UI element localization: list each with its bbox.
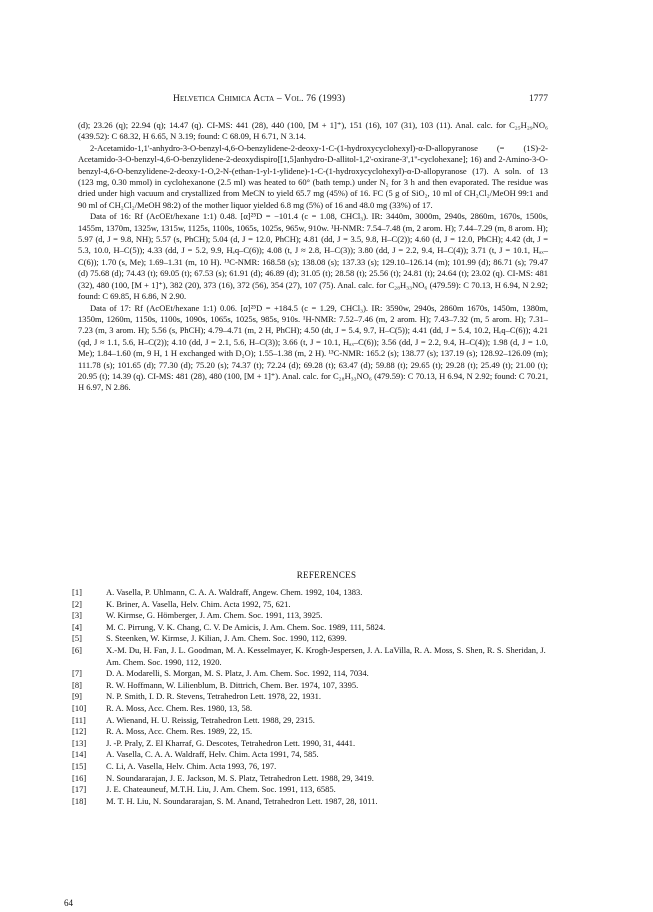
reference-item <box>72 726 552 738</box>
reference-text: S. Steenken, W. Kirmse, J. Kilian, J. Am. Chem. Soc. 1990, 112, 6399. <box>106 633 347 644</box>
reference-text: M. C. Pirrung, V. K. Chang, C. V. De Amicis, J. Am. Chem. Soc. 1989, 111, 5824. <box>106 621 386 632</box>
reference-item <box>72 784 552 796</box>
reference-text: W. Kirmse, G. Hömberger, J. Am. Chem. Soc. 1991, 113, 3925. <box>106 610 323 621</box>
reference-item <box>72 749 552 761</box>
reference-text: J. E. Chateauneuf, M.T.H. Liu, J. Am. Chem. Soc. 1991, 113, 6585. <box>106 784 336 795</box>
paragraph-data-17: Data of 17: Rf (AcOEt/hexane 1:1) 0.06. [α]²⁵D = +184.5 (c = 1.29, CHCl₃). IR: 3590w, 2940s, 2860m 1670s, 1450m, 1380m, 1350m, 1260m, 1150s, 1100s, 1090s, 1065s, 1025s, 985s, 910s. ¹H-NMR: 7.52–7.46 (m, 2 arom. H); 7.43–7.32 (m, 5 arom. H); 7.31–7.23 (m, 3 arom. H); 5.56 (s, PhCH); 4.79–4.71 (m, 2 H, PhCH); 4.50 (dt, J = 5.4, 9.7, H–C(5)); 4.41 (dd, J = 5.4, 10.2, Hₑq–C(6)); 4.21 (qd, J ≈ 1.1, 5.6, H–C(2)); 4.10 (dd, J = 2.1, 5.6, H–C(3)); 3.66 (t, J = 10.1, Hₐₓ–C(6)); 3.56 (dd, J = 2.2, 9.4, H–C(4)); 1.98 (d, J = 1.0, Me); 1.84–1.60 (m, 9 H, 1 H exchanged with D₂O); 1.55–1.38 (m, 2 H). ¹³C-NMR: 165.2 (s); 138.77 (s); 137.19 (s); 128.92–126.09 (m); 111.78 (s); 101.65 (d); 77.30 (d); 75.20 (s); 74.37 (t); 72.24 (d); 69.28 (t); 63.47 (d); 59.88 (t); 29.65 (t); 29.28 (t); 25.49 (t); 21.00 (t); 20.95 (t); 14.39 (q). CI-MS: 481 (28), 480 (100, [M + 1]⁺). Anal. calc. for C₂₈H₃₃NO₆ (479.59): C 70.13, H 6.94, N 2.92; found: C 70.21, H 6.97, N 2.86. <box>78 302 548 393</box>
reference-item <box>72 773 552 785</box>
reference-text: M. T. H. Liu, N. Soundararajan, S. M. Anand, Tetrahedron Lett. 1987, 28, 1011. <box>106 795 378 806</box>
reference-number: [11] <box>72 714 86 725</box>
paragraph-compounds-16-17: 2-Acetamido-1,1'-anhydro-3-O-benzyl-4,6-O-benzylidene-2-deoxy-1-C-(1-hydroxycyclohexyl)-α-D-allopyranose (= (1S)-2-Acetamido-3-O-benzyl-4,6-O-benzylidene-2-deoxydispiro[[1,5]anhydro-D-allitol-1,2'-oxirane-3',1''-cyclohexane]; 16) and 2-Amino-3-O-benzyl-4,6-O-benzylidene-2-deoxy-1-O,2-N-(ethan-1-yl-1-ylidene)-1-C-(1-hydroxycyclohexyl)-α-D-allopyranose (17). A soln. of 13 (123 mg, 0.30 mmol) in cyclohexanone (2.5 ml) was heated to 60° (bath temp.) under N₂ for 3 h and then evaporated. The residue was dried under high vacuum and crystallized from MeCN to yield 65.7 mg (45%) of 16. FC (5 g of SiO₂, 10 ml of CH₂Cl₂/MeOH 99:1 and 90 ml of CH₂Cl₂/MeOH 98:2) of the mother liquor yielded 6.8 mg (5%) of 16 and 48.0 mg (33%) of 17. <box>78 142 548 210</box>
article-body <box>78 120 548 394</box>
page-number: 1777 <box>529 94 548 104</box>
reference-number: [12] <box>72 726 87 737</box>
reference-text: X.-M. Du, H. Fan, J. L. Goodman, M. A. Kesselmayer, K. Krogh-Jespersen, J. A. LaVilla, R. A. Moss, S. Shen, R. S. Sheridan, J. Am. Chem. Soc. 1990, 112, 1920. <box>106 644 546 667</box>
reference-text: A. Vasella, C. A. A. Waldraff, Helv. Chim. Acta 1991, 74, 585. <box>106 749 319 760</box>
reference-number: [16] <box>72 772 87 783</box>
reference-text: R. A. Moss, Acc. Chem. Res. 1989, 22, 15. <box>106 726 253 737</box>
reference-number: [15] <box>72 760 87 771</box>
reference-item <box>72 680 552 692</box>
reference-text: K. Briner, A. Vasella, Helv. Chim. Acta 1992, 75, 621. <box>106 598 291 609</box>
reference-number: [8] <box>72 679 82 690</box>
paragraph-data-16: Data of 16: Rf (AcOEt/hexane 1:1) 0.48. [α]²⁵D = −101.4 (c = 1.08, CHCl₃). IR: 3440m, 3000m, 2940s, 2860m, 1670s, 1500s, 1455m, 1370m, 1325w, 1315w, 1125s, 1100s, 1065s, 1025s, 965w, 910w. ¹H-NMR: 7.54–7.48 (m, 2 arom. H); 7.44–7.29 (m, 8 arom. H); 5.97 (d, J = 9.8, NH); 5.57 (s, PhCH); 5.04 (d, J = 12.0, PhCH); 4.81 (dd, J = 3.5, 9.8, H–C(2)); 4.60 (d, J = 12.0, PhCH); 4.42 (dt, J = 5.3, 10.0, H–C(5)); 4.33 (dd, J = 5.2, 9.9, Hₑq–C(6)); 4.08 (t, J ≈ 2.8, H–C(3)); 3.80 (dd, J = 2.2, 9.4, H–C(4)); 3.71 (t, J = 10.1, Hₐₓ–C(6)); 1.70 (s, Me); 1.69–1.31 (m, 10 H). ¹³C-NMR: 168.58 (s); 138.08 (s); 137.33 (s); 129.10–126.14 (m); 101.99 (d); 86.71 (s); 79.47 (d) 75.68 (d); 74.43 (t); 69.05 (t); 67.53 (s); 61.91 (d); 46.89 (d); 31.05 (t); 28.58 (t); 25.56 (t); 24.81 (t); 24.64 (t); 23.02 (q). CI-MS: 481 (32), 480 (100, [M + 1]⁺), 382 (20), 373 (16), 372 (56), 354 (27), 107 (75). Anal. calc. for C₂₈H₃₃NO₆ (479.59): C 70.13, H 6.94, N 2.92; found: C 69.85, H 6.86, N 2.90. <box>78 211 548 302</box>
journal-title: Helvetica Chimica Acta – Vol. 76 (1993) <box>173 94 346 104</box>
reference-number: [4] <box>72 621 82 632</box>
reference-item <box>72 622 552 634</box>
reference-text: R. A. Moss, Acc. Chem. Res. 1980, 13, 58. <box>106 702 253 713</box>
references-heading: REFERENCES <box>296 570 357 580</box>
reference-item <box>72 633 552 645</box>
reference-item <box>72 668 552 680</box>
reference-item <box>72 599 552 611</box>
reference-text: D. A. Modarelli, S. Morgan, M. S. Platz, J. Am. Chem. Soc. 1992, 114, 7034. <box>106 668 369 679</box>
reference-number: [18] <box>72 795 87 806</box>
reference-number: [1] <box>72 587 82 597</box>
reference-item <box>72 645 552 668</box>
paragraph-continued: (d); 23.26 (q); 22.94 (q); 14.47 (q). CI-MS: 441 (28), 440 (100, [M + 1]⁺), 151 (16), 107 (31), 103 (11). Anal. calc. for C₂₅H₂₉NO₆ (439.52): C 68.32, H 6.65, N 3.19; found: C 68.09, H 6.71, N 3.14. <box>78 120 548 142</box>
reference-text: N. Soundararajan, J. E. Jackson, M. S. Platz, Tetrahedron Lett. 1988, 29, 3419. <box>106 772 374 783</box>
reference-item <box>72 796 552 808</box>
reference-text: A. Vasella, P. Uhlmann, C. A. A. Waldraff, Angew. Chem. 1992, 104, 1383. <box>106 587 363 597</box>
reference-item <box>72 703 552 715</box>
reference-number: [7] <box>72 668 82 679</box>
reference-text: N. P. Smith, I. D. R. Stevens, Tetrahedron Lett. 1978, 22, 1931. <box>106 691 322 702</box>
reference-text: C. Li, A. Vasella, Helv. Chim. Acta 1993, 76, 197. <box>106 760 277 771</box>
reference-item <box>72 738 552 750</box>
reference-number: [9] <box>72 691 82 702</box>
reference-number: [14] <box>72 749 87 760</box>
reference-text: R. W. Hoffmann, W. Lilienblum, B. Dittrich, Chem. Ber. 1974, 107, 3395. <box>106 679 359 690</box>
reference-number: [17] <box>72 784 87 795</box>
reference-text: A. Wienand, H. U. Reissig, Tetrahedron Lett. 1988, 29, 2315. <box>106 714 315 725</box>
reference-item <box>72 610 552 622</box>
page-marker: 64 <box>64 898 73 908</box>
reference-number: [10] <box>72 702 87 713</box>
reference-item <box>72 691 552 703</box>
reference-number: [2] <box>72 598 82 609</box>
reference-item <box>72 761 552 773</box>
reference-number: [13] <box>72 737 87 748</box>
reference-item <box>72 715 552 727</box>
reference-number: [3] <box>72 610 82 621</box>
references-list <box>72 587 552 807</box>
reference-text: J. -P. Praly, Z. El Kharraf, G. Descotes, Tetrahedron Lett. 1990, 31, 4441. <box>106 737 356 748</box>
reference-item <box>72 587 552 599</box>
reference-number: [6] <box>72 644 82 655</box>
reference-number: [5] <box>72 633 82 644</box>
